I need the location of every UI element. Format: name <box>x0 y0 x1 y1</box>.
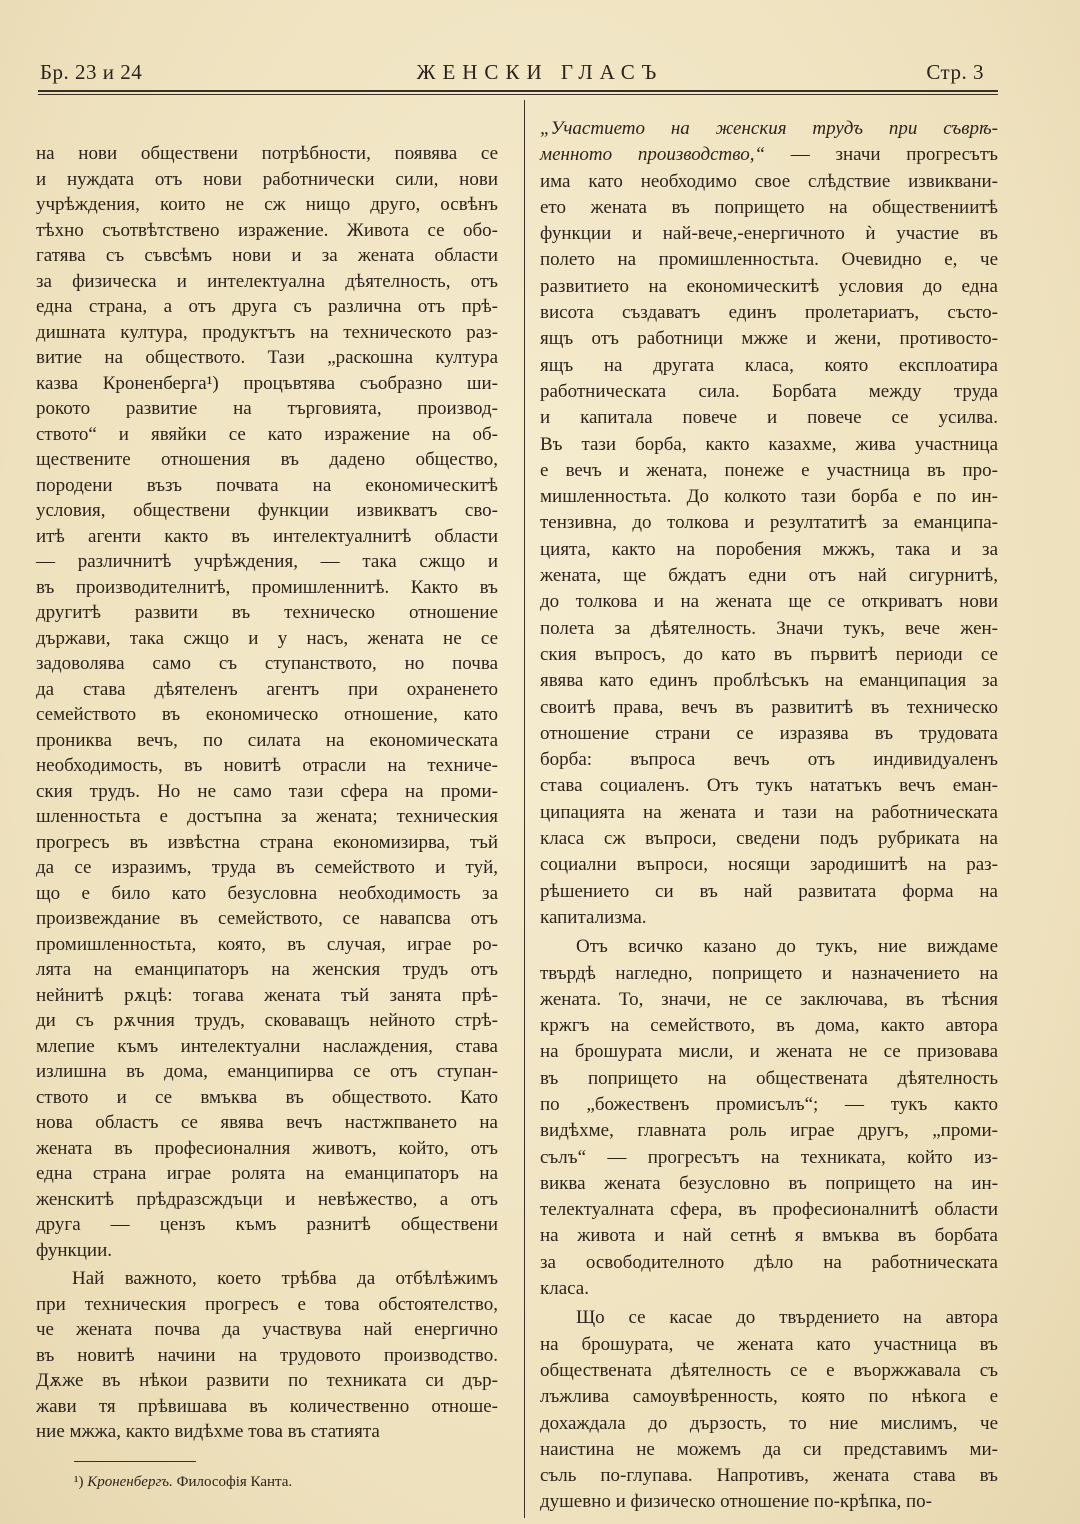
text-line: витие на обществото. Тази „раскошна култура <box>36 347 498 368</box>
text-line: ския трудъ. Но не само тази сфера на проми- <box>36 780 498 802</box>
issue-number: Бр. 23 и 24 <box>40 60 143 84</box>
text-line: породени възъ почвата на економическитѣ <box>36 474 498 496</box>
text-line: що е било като безусловна необходимость за <box>36 882 498 904</box>
text-line: нейнитѣ рѫцѣ: тогава жената тъй занята прѣ- <box>36 984 498 1006</box>
paragraph <box>540 934 998 1302</box>
text-line: въ производителнитѣ, промишленнитѣ. Както въ <box>36 576 498 598</box>
text-line: жената. То, значи, не се заключава, въ тѣсния <box>540 988 998 1010</box>
text-line: виква жената безусловно въ попрището на ин- <box>540 1172 998 1194</box>
text-line: итѣ агенти както въ интелектуалнитѣ области <box>36 525 498 547</box>
text-line: обществената дѣятелность се е въоржжавала съ <box>540 1359 998 1381</box>
text-line: на брошурата мисли, и жената не се призовава <box>540 1041 998 1063</box>
footnote-rule <box>74 1461 196 1462</box>
text-line: класа сж въпроси, сведени подъ рубриката на <box>540 828 998 850</box>
text-line: женскитѣ прѣдразсждъци и невѣжество, а отъ <box>36 1188 498 1210</box>
text-line: — различнитѣ учрѣждения, — така сжщо и <box>36 551 498 572</box>
page-number: Стр. 3 <box>926 60 984 84</box>
text-line: шленностьта е достъпна за жената; техническия <box>36 806 498 827</box>
text-line: рѣшението си въ най развитата форма на <box>540 880 998 902</box>
text-line: Най важното, което трѣбва да отбѣлѣжимъ <box>72 1268 498 1289</box>
text-line: ството“ и явяйки се като изражение на об- <box>36 423 498 445</box>
text-line: на нови обществени потрѣбности, появява се <box>36 143 498 164</box>
footnote-marker: ¹) <box>74 1474 84 1490</box>
text-line: борба: въпроса вечъ отъ индивидуаленъ <box>540 749 998 771</box>
text-line: другитѣ развити въ техническо отношение <box>36 602 498 623</box>
text-line: казва Кроненберга¹) процъвтява съобразно ши- <box>36 372 498 394</box>
text-line: за физическа и интелектуална дѣятелность, отъ <box>36 270 498 292</box>
text-line: ние мжжа, както видѣхме това въ статията <box>36 1421 380 1442</box>
text-line: явява като единъ проблѣсъкъ на еманципация за <box>540 670 998 692</box>
text-line: жената въ професионалния животъ, който, отъ <box>36 1137 498 1159</box>
text-line: на живота и най сетнѣ я вмъква въ борбата <box>540 1225 998 1247</box>
text-line: ството и се вмъква въ обществото. Като <box>36 1086 498 1108</box>
text-line: отношение страни се изразява въ трудовата <box>540 722 998 744</box>
text-line: лъжлива самоувѣренность, която по нѣкога е <box>540 1386 998 1408</box>
text-line: рокото развитие на търговията, производ- <box>36 398 498 419</box>
text-line: функции. <box>36 1239 112 1261</box>
text-line: при техническия прогресъ е това обстоятелство, <box>36 1293 498 1315</box>
text-line: класа. <box>540 1278 589 1300</box>
text-line: държави, така сжщо и у насъ, жената не се <box>36 627 498 649</box>
text-line: за освободителното дѣло на работническата <box>540 1251 998 1273</box>
text-line: има като необходимо свое слѣдствие извиквани- <box>540 170 998 192</box>
text-line: жави тя прѣвишава въ количественно отноше- <box>36 1395 498 1417</box>
text-line: че жената почва да участвува най енергично <box>36 1319 498 1340</box>
text-line: Що се касае до твърдението на автора <box>576 1307 998 1329</box>
text-line: социални въпроси, носящи зародишитѣ на раз- <box>540 854 998 876</box>
text-line: работническата сила. Борбата между труда <box>540 380 998 402</box>
text-line: задоволява само съ ступанството, но почва <box>36 653 498 674</box>
header-rule <box>38 90 998 92</box>
text-line: цията, както на поробения мжжъ, така и за <box>540 538 998 560</box>
text-line: друга — цензъ къмъ разнитѣ обществени <box>36 1214 498 1235</box>
text-line: произвеждание въ семейството, се навапсва отъ <box>36 908 498 929</box>
text-line: тензивна, до толкова и резултатитѣ за еманципа- <box>540 512 998 534</box>
text-line: ето жената въ попрището на обществениитѣ <box>540 196 998 218</box>
text-line: ди съ рѫчния трудъ, сковаващъ нейното стрѣ- <box>36 1010 498 1031</box>
text-line: да се изразимъ, труда въ семейството и туй, <box>36 857 498 878</box>
text-line: кржгъ на семейството, въ дома, както автора <box>540 1015 998 1037</box>
text-line: въ новитѣ начини на трудовото производство. <box>36 1344 498 1366</box>
text-line: необходимость, въ новитѣ отрасли на техниче- <box>36 755 498 776</box>
text-line: учрѣждения, които не сж нищо друго, освѣнъ <box>36 194 498 215</box>
italic-quote: „Участието на женския трудъ при съврѣ- <box>540 118 998 139</box>
text-line: душевно и физическо отношение по-крѣпка, по- <box>540 1491 932 1513</box>
text-line: развитието на економическитѣ условия до една <box>540 275 998 297</box>
text-line: Отъ всичко казано до тукъ, ние виждаме <box>576 936 998 958</box>
text-line: и капитала повече и повече се усилва. <box>540 407 998 429</box>
text-line: дишната култура, продуктътъ на техническото раз- <box>36 321 498 343</box>
text-line: висота създаватъ единъ пролетариатъ, състо- <box>540 302 998 324</box>
text-line: мишленностьта. До колкото тази борба е по ин- <box>540 486 998 508</box>
text-line: една страна, а отъ друга съ различна отъ прѣ- <box>36 296 498 317</box>
text-line: нова областъ се явява вечъ настжпването на <box>36 1112 498 1133</box>
text-line: ящъ отъ работници мжже и жени, противосто- <box>540 328 998 350</box>
text-line: става социаленъ. Отъ тукъ нататъкъ вечъ еман- <box>540 775 998 797</box>
text-line: Въ тази борба, както казахме, жива участница <box>540 433 998 455</box>
text-line: да става дѣятеленъ агентъ при охраненето <box>36 678 498 700</box>
text-line: твърдѣ нагледно, попрището и назначението на <box>540 962 998 984</box>
text-line: и нуждата отъ нови работнически сили, нови <box>36 168 498 190</box>
text-line: сълъ“ — прогресътъ на техниката, който из- <box>540 1146 998 1168</box>
paragraph <box>540 116 998 931</box>
text-line: своитѣ права, вечъ въ развититѣ въ техническо <box>540 696 998 718</box>
text-line: полето на промишленностьта. Очевидно е, че <box>540 249 998 271</box>
text-line: лята на еманципаторъ на женския трудъ отъ <box>36 959 498 980</box>
text-line: семейството въ економическо отношение, като <box>36 704 498 725</box>
newspaper-title: ЖЕНСКИ ГЛАСЪ <box>416 60 664 84</box>
paragraph <box>36 141 498 1263</box>
column-left <box>36 141 498 1445</box>
text-line: млепие къмъ интелектуални наслаждения, става <box>36 1035 498 1057</box>
italic-quote: менното производство,“ <box>540 144 766 166</box>
text-line: дохаждала до дързость, то ние мислимъ, че <box>540 1412 998 1434</box>
text-line <box>540 116 998 142</box>
text-line: ществените отношения въ дадено общество, <box>36 449 498 470</box>
text-line <box>540 142 998 168</box>
text-line: условия, обществени функции извикватъ сво- <box>36 500 498 521</box>
text-line: телектуалната сфера, въ професионалнитѣ области <box>540 1199 998 1221</box>
text-line: прогресъ въ извѣстна страна економизирва, тъй <box>36 831 498 853</box>
footnote-author: Кроненбергъ. <box>87 1474 173 1490</box>
text-line: капитализма. <box>540 906 647 928</box>
text-line: до толкова и на жената ще се откриватъ нови <box>540 591 998 613</box>
text-line: видѣхме, главната роль играе другъ, „проми- <box>540 1120 998 1142</box>
column-divider <box>524 100 525 1518</box>
paragraph <box>36 1266 498 1445</box>
footnote-text: Философія Канта. <box>172 1474 293 1490</box>
column-right <box>540 116 998 1516</box>
text-line: гатява съ съвсѣмъ нови и за жената области <box>36 245 498 266</box>
text-line: Дѫже въ нѣкои развити по техниката си дър- <box>36 1370 498 1391</box>
text-line: е вечъ и жената, понеже е участница въ про- <box>540 459 998 481</box>
text-line: ския въпросъ, до като въ първитѣ периоди се <box>540 643 998 665</box>
paragraph <box>540 1305 998 1515</box>
text-line: излишна въ дома, еманципирва се отъ ступан- <box>36 1061 498 1082</box>
text-line: прониква вечъ, по силата на економическата <box>36 729 498 751</box>
text-line: функции и най-вече,-енергичното ѝ участие въ <box>540 223 998 245</box>
header-rule-thin <box>38 94 998 95</box>
text-line: ящъ на другата класа, която експлоатира <box>540 354 998 376</box>
text-line: ципацията на жената и тази на работническата <box>540 801 998 823</box>
text-line: промишленностьта, която, въ случая, играе ро- <box>36 933 498 955</box>
text-line: жената, ще бждатъ едни отъ най сигурнитѣ, <box>540 565 998 587</box>
text-line: тѣхно съотвѣтствено изражение. Живота се обо- <box>36 219 498 241</box>
text-line: полета за дѣятелность. Значи тукъ, вече жен- <box>540 617 998 639</box>
text-line: на брошурата, че жената като участница въ <box>540 1333 998 1355</box>
line-text: — значи прогресътъ <box>765 144 998 166</box>
footnote <box>74 1474 292 1491</box>
text-line: една страна играе ролята на еманципаторъ на <box>36 1163 498 1184</box>
text-line: съль по-глупава. Напротивъ, жената става въ <box>540 1465 998 1487</box>
text-line: наистина не можемъ да си представимъ ми- <box>540 1438 998 1460</box>
text-line: въ попрището на обществената дѣятелность <box>540 1067 998 1089</box>
text-line: по „божественъ промисълъ“; — тукъ както <box>540 1093 998 1115</box>
